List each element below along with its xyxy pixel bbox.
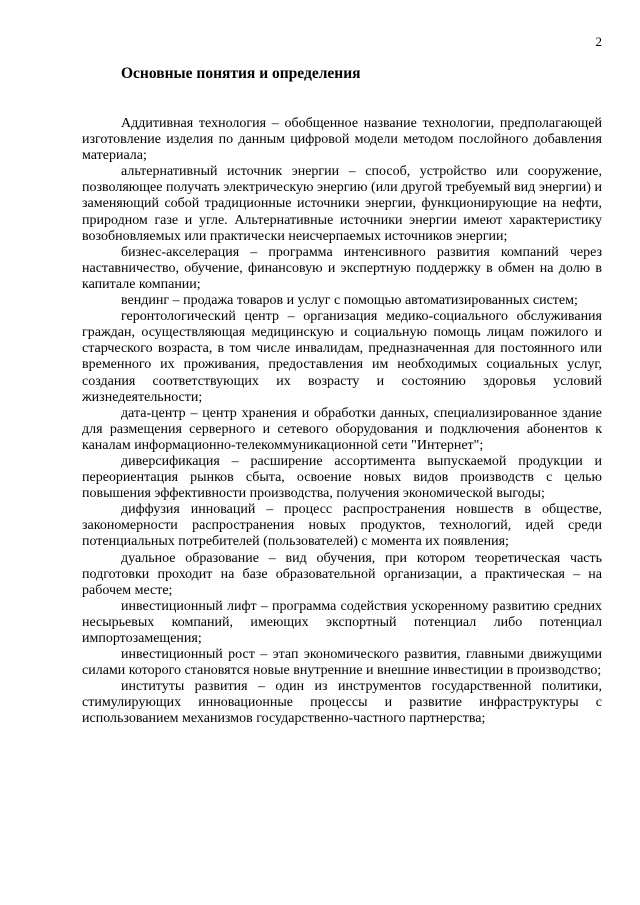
definition-development-institutions: институты развития – один из инструментов государственной политики, стимулирующих инновационные процессы и развитие инфраструктуры с использованием механизмов государственно-частного партнерства;	[82, 679, 602, 727]
page-number: 2	[595, 34, 602, 49]
definition-investment-lift: инвестиционный лифт – программа содействия ускоренному развитию средних несырьевых компаний, имеющих экспортный потенциал либо потенциал импортозамещения;	[82, 598, 602, 646]
definition-investment-growth: инвестиционный рост – этап экономического развития, главными движущими силами которого становятся новые внутренние и внешние инвестиции в производство;	[82, 647, 602, 679]
definition-business-acceleration: бизнес-акселерация – программа интенсивного развития компаний через наставничество, обучение, финансовую и экспертную поддержку в обмен на долю в капитале компании;	[82, 244, 602, 292]
definition-innovation-diffusion: диффузия инноваций – процесс распространения новшеств в обществе, закономерности распространения новых продуктов, технологий, идей среди потенциальных потребителей (пользователей) с момента их появления;	[82, 502, 602, 550]
definition-vending: вендинг – продажа товаров и услуг с помощью автоматизированных систем;	[121, 293, 578, 309]
definition-additive-technology: Аддитивная технология – обобщенное название технологии, предполагающей изготовление изделия по данным цифровой модели методом послойного добавления материала;	[82, 116, 602, 164]
definition-gerontology-center: геронтологический центр – организация медико-социального обслуживания граждан, осуществляющая медицинскую и социальную помощь лицам пожилого и старческого возраста, в том числе инвалидам, предназначенная для постоянного или временного их проживания, предоставления им необходимых социальных услуг, создания соответствующих их возрасту и состоянию здоровья условий жизнедеятельности;	[82, 309, 602, 405]
definitions-list	[82, 116, 602, 728]
definition-data-center: дата-центр – центр хранения и обработки данных, специализированное здание для размещения серверного и сетевого оборудования и подключения абонентов к каналам информационно-телекоммуникационной сети "Интернет";	[82, 405, 602, 453]
definition-dual-education: дуальное образование – вид обучения, при котором теоретическая часть подготовки проходит на базе образовательной организации, а практическая – на рабочем месте;	[82, 550, 602, 598]
page-title: Основные понятия и определения	[121, 65, 361, 82]
definition-diversification: диверсификация – расширение ассортимента выпускаемой продукции и переориентация рынков сбыта, освоение новых видов производств с целью повышения эффективности производства, получения экономической выгоды;	[82, 453, 602, 502]
definition-alternative-energy-source: альтернативный источник энергии – способ, устройство или сооружение, позволяющее получать электрическую энергию (или другой требуемый вид энергии) и заменяющий собой традиционные источники энергии, функционирующие на нефти, природном газе и угле. Альтернативные источники энергии имеют характеристику возобновляемых или практически неисчерпаемых источников энергии;	[82, 164, 602, 244]
